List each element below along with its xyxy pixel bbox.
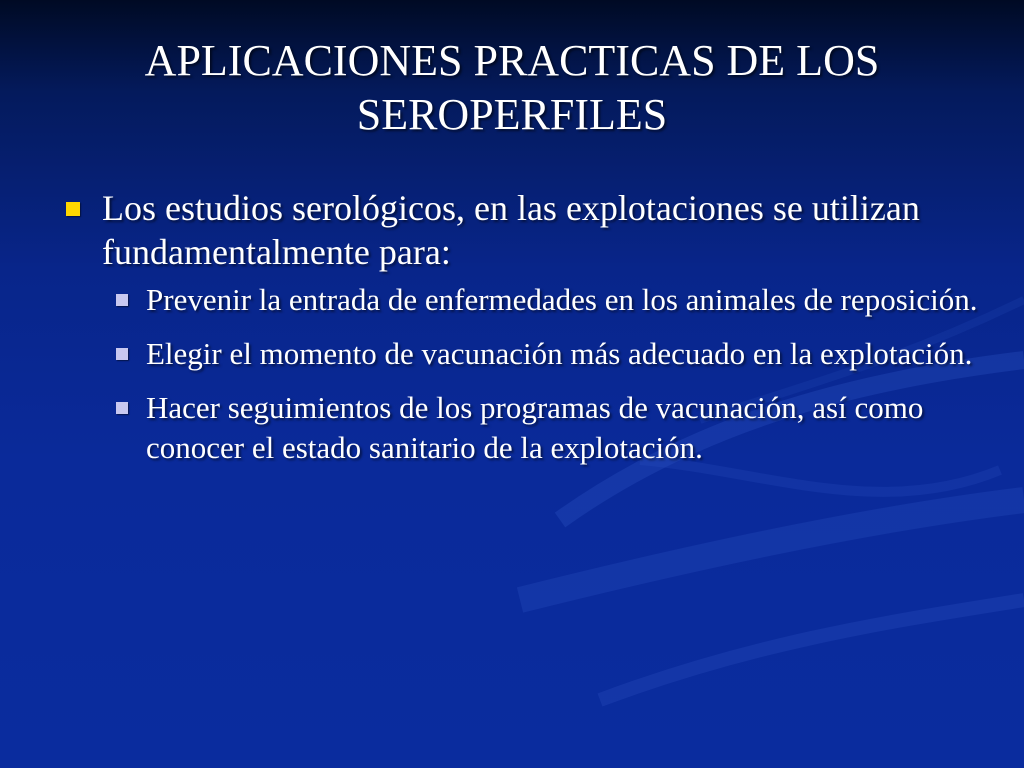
sub-bullet-1 [112, 280, 980, 320]
sub-bullet-square-icon [116, 402, 128, 414]
sub-bullet-square-icon [116, 348, 128, 360]
main-bullet-text: Los estudios serológicos, en las explotaciones se utilizan fundamentalmente para: [102, 188, 920, 272]
sub-bullet-list [60, 280, 980, 468]
slide-title: APLICACIONES PRACTICAS DE LOS SEROPERFILES [144, 36, 880, 139]
main-bullet [60, 186, 980, 274]
bullet-square-icon [66, 202, 80, 216]
sub-bullet-3-text: Hacer seguimientos de los programas de vacunación, así como conocer el estado sanitario de la explotación. [146, 390, 924, 465]
slide-content [60, 186, 980, 482]
sub-bullet-3 [112, 388, 980, 468]
sub-bullet-square-icon [116, 294, 128, 306]
sub-bullet-2-text: Elegir el momento de vacunación más adecuado en la explotación. [146, 336, 973, 371]
sub-bullet-1-text: Prevenir la entrada de enfermedades en los animales de reposición. [146, 282, 978, 317]
sub-bullet-2 [112, 334, 980, 374]
